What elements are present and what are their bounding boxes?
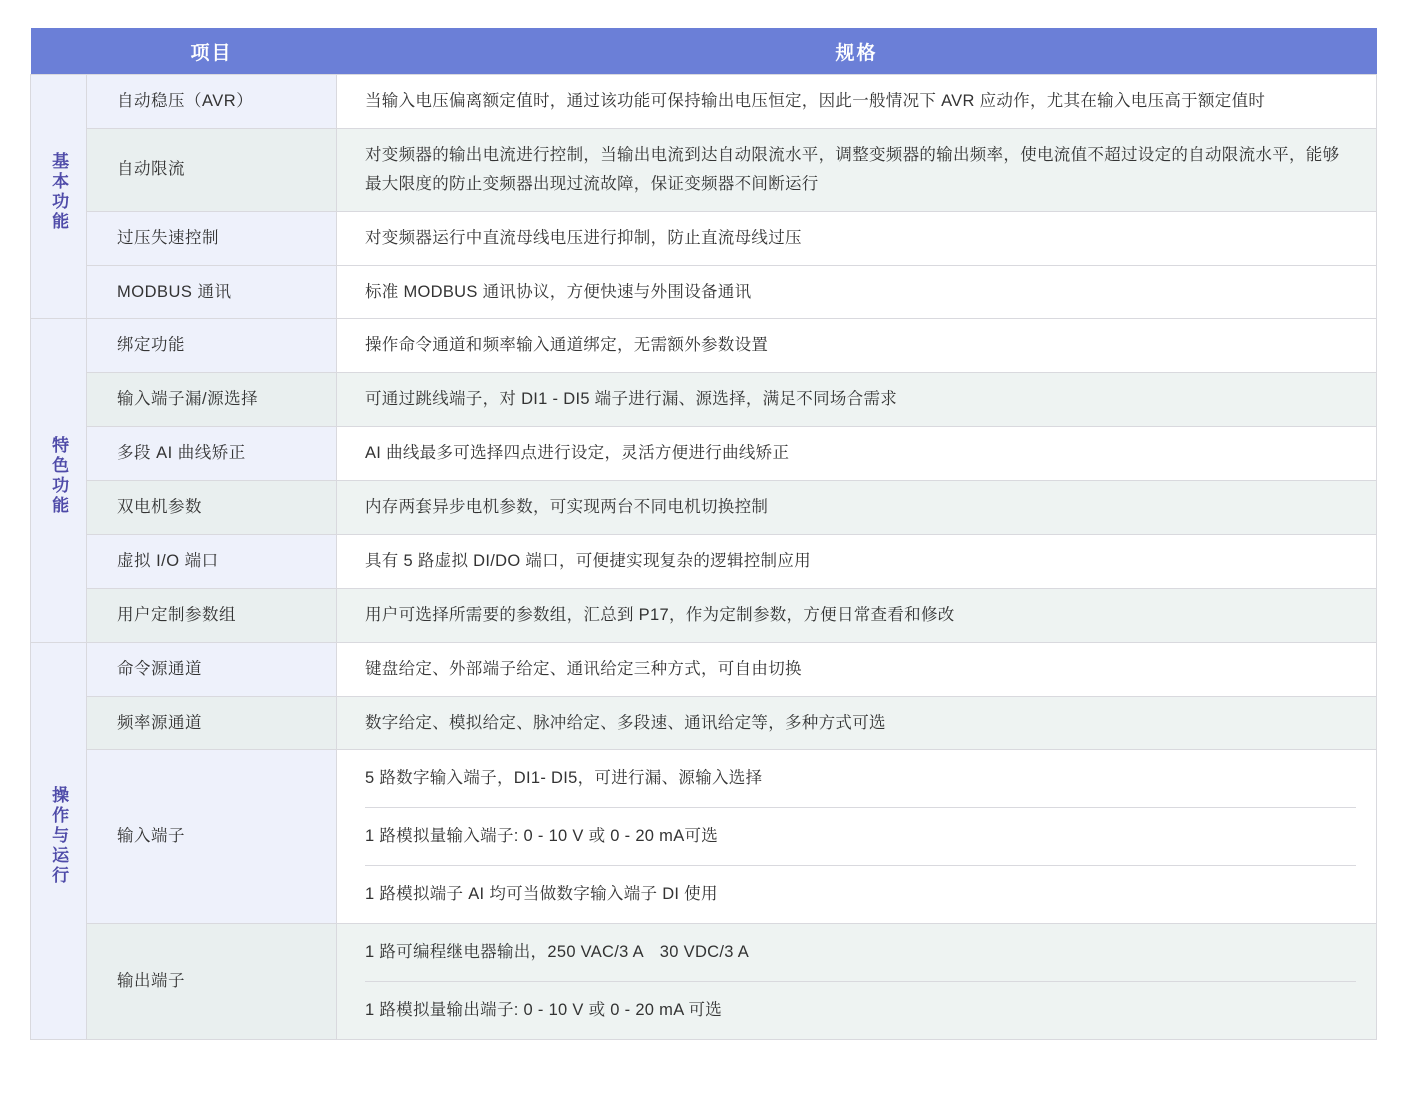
spec-current-limit: 对变频器的输出电流进行控制，当输出电流到达自动限流水平，调整变频器的输出频率，使电流值不超过设定的自动限流水平，能够最大限度的防止变频器出现过流故障，保证变频器不间断运行 xyxy=(337,128,1377,211)
table-row xyxy=(31,75,1377,129)
specification-table xyxy=(30,28,1377,1040)
spec-input-line-1: 5 路数字输入端子，DI1- DI5，可进行漏、源输入选择 xyxy=(365,769,763,788)
spec-virtual-io: 具有 5 路虚拟 DI/DO 端口，可便捷实现复杂的逻辑控制应用 xyxy=(337,534,1377,588)
spec-custom-param-group: 用户可选择所需要的参数组，汇总到 P17，作为定制参数，方便日常查看和修改 xyxy=(337,588,1377,642)
spec-binding: 操作命令通道和频率输入通道绑定，无需额外参数设置 xyxy=(337,319,1377,373)
table-row xyxy=(31,750,1377,924)
item-ai-curve: 多段 AI 曲线矫正 xyxy=(87,427,337,481)
table-row xyxy=(31,427,1377,481)
item-virtual-io: 虚拟 I/O 端口 xyxy=(87,534,337,588)
item-input-terminal: 输入端子 xyxy=(87,750,337,924)
item-modbus: MODBUS 通讯 xyxy=(87,265,337,319)
group-feature-text: 特色功能 xyxy=(49,435,69,516)
table-row xyxy=(31,642,1377,696)
spec-modbus: 标准 MODBUS 通讯协议，方便快速与外围设备通讯 xyxy=(337,265,1377,319)
item-current-limit: 自动限流 xyxy=(87,128,337,211)
spec-input-terminal xyxy=(337,750,1377,924)
table-row xyxy=(31,924,1377,1040)
header-blank xyxy=(31,28,87,75)
item-dual-motor: 双电机参数 xyxy=(87,481,337,535)
spec-avr: 当输入电压偏离额定值时，通过该功能可保持输出电压恒定，因此一般情况下 AVR 应动作，尤其在输入电压高于额定值时 xyxy=(337,75,1377,129)
item-output-terminal: 输出端子 xyxy=(87,924,337,1040)
item-frequency-source: 频率源通道 xyxy=(87,696,337,750)
group-basic-text: 基本功能 xyxy=(49,151,69,232)
table-row xyxy=(31,319,1377,373)
header-row xyxy=(31,28,1377,75)
table-row xyxy=(31,211,1377,265)
item-custom-param-group: 用户定制参数组 xyxy=(87,588,337,642)
item-command-source: 命令源通道 xyxy=(87,642,337,696)
table-row xyxy=(31,128,1377,211)
spec-output-line-2: 1 路模拟量输出端子: 0 - 10 V 或 0 - 20 mA 可选 xyxy=(365,981,1356,1039)
header-spec: 规格 xyxy=(337,28,1377,75)
group-label-feature xyxy=(31,319,87,642)
table-header xyxy=(31,28,1377,75)
spec-input-line-2: 1 路模拟量输入端子: 0 - 10 V 或 0 - 20 mA可选 xyxy=(365,807,1356,865)
group-label-basic xyxy=(31,75,87,319)
item-sink-source: 输入端子漏/源选择 xyxy=(87,373,337,427)
spec-dual-motor: 内存两套异步电机参数，可实现两台不同电机切换控制 xyxy=(337,481,1377,535)
header-item: 项目 xyxy=(87,28,337,75)
spec-sink-source: 可通过跳线端子，对 DI1 - DI5 端子进行漏、源选择，满足不同场合需求 xyxy=(337,373,1377,427)
table-row xyxy=(31,373,1377,427)
spec-output-terminal xyxy=(337,924,1377,1040)
table-row xyxy=(31,481,1377,535)
spec-ai-curve: AI 曲线最多可选择四点进行设定，灵活方便进行曲线矫正 xyxy=(337,427,1377,481)
table-body xyxy=(31,75,1377,1040)
table-row xyxy=(31,265,1377,319)
spec-input-line-3: 1 路模拟端子 AI 均可当做数字输入端子 DI 使用 xyxy=(365,865,1356,923)
spec-overvoltage-stall: 对变频器运行中直流母线电压进行抑制，防止直流母线过压 xyxy=(337,211,1377,265)
item-binding: 绑定功能 xyxy=(87,319,337,373)
spec-frequency-source: 数字给定、模拟给定、脉冲给定、多段速、通讯给定等，多种方式可选 xyxy=(337,696,1377,750)
table-row xyxy=(31,588,1377,642)
table-row xyxy=(31,696,1377,750)
group-label-operation xyxy=(31,642,87,1039)
group-operation-text: 操作与运行 xyxy=(49,785,69,886)
spec-output-line-1: 1 路可编程继电器输出，250 VAC/3 A 30 VDC/3 A xyxy=(365,943,750,961)
spec-command-source: 键盘给定、外部端子给定、通讯给定三种方式，可自由切换 xyxy=(337,642,1377,696)
item-overvoltage-stall: 过压失速控制 xyxy=(87,211,337,265)
table-row xyxy=(31,534,1377,588)
item-avr: 自动稳压（AVR） xyxy=(87,75,337,129)
